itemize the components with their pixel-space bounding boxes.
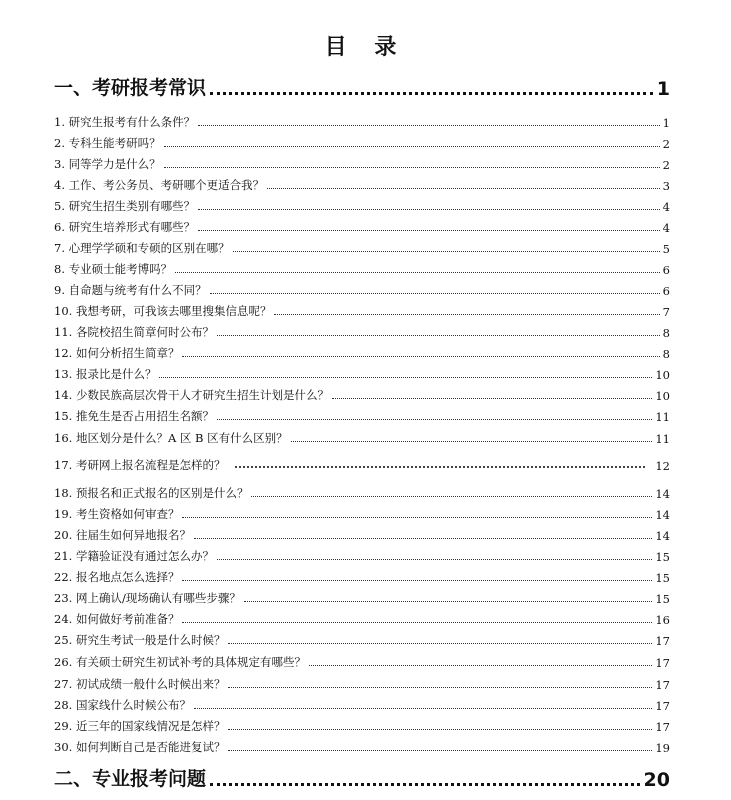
entry-page: 11 xyxy=(655,432,670,446)
toc-entry[interactable] xyxy=(54,674,670,692)
toc-entry[interactable] xyxy=(54,630,670,648)
entry-page: 4 xyxy=(662,200,670,214)
leader-dots xyxy=(164,167,660,168)
entry-label: 29. 近三年的国家线情况是怎样？ xyxy=(54,719,226,733)
entry-page: 14 xyxy=(655,529,670,543)
toc-entry[interactable] xyxy=(54,322,670,340)
entry-label: 16. 地区划分是什么？A 区 B 区有什么区别？ xyxy=(54,431,288,445)
leader-dots xyxy=(233,251,660,252)
leader-dots xyxy=(244,601,653,602)
entry-label: 7. 心理学学硕和专硕的区别在哪？ xyxy=(54,241,230,255)
toc-entry[interactable] xyxy=(54,483,670,501)
toc-entry[interactable] xyxy=(54,133,670,151)
leader-dots xyxy=(175,272,660,273)
entry-page: 1 xyxy=(662,116,670,130)
toc-entry[interactable] xyxy=(54,196,670,214)
toc-entry[interactable] xyxy=(54,259,670,277)
entry-label: 8. 专业硕士能考博吗？ xyxy=(54,262,173,276)
leader-dots xyxy=(332,398,652,399)
entry-label: 30. 如何判断自己是否能进复试？ xyxy=(54,740,226,754)
toc-entry[interactable] xyxy=(54,504,670,522)
section-label: 二、专业报考问题 xyxy=(54,768,207,790)
entry-label: 15. 推免生是否占用招生名额？ xyxy=(54,409,214,423)
leader-dots xyxy=(198,125,660,126)
entry-label: 1. 研究生报考有什么条件？ xyxy=(54,115,196,129)
toc-entry[interactable] xyxy=(54,567,670,585)
toc-section-2[interactable] xyxy=(54,763,670,791)
entry-label: 13. 报录比是什么？ xyxy=(54,367,157,381)
leader-dots xyxy=(274,314,659,315)
entry-label: 3. 同等学力是什么？ xyxy=(54,157,161,171)
leader-dots xyxy=(217,559,652,560)
toc-entry[interactable] xyxy=(54,385,670,403)
leader-dots xyxy=(217,335,660,336)
leader-dots xyxy=(182,517,652,518)
leader-dots xyxy=(228,687,652,688)
leader-dots xyxy=(217,419,652,420)
toc-entry[interactable] xyxy=(54,112,670,130)
entry-page: 7 xyxy=(662,305,670,319)
leader-dots xyxy=(210,92,653,95)
entry-label: 9. 自命题与统考有什么不同？ xyxy=(54,283,207,297)
entry-page: 11 xyxy=(655,410,670,424)
section-label: 一、考研报考常识 xyxy=(54,77,207,99)
toc-entry[interactable] xyxy=(54,301,670,319)
leader-dots xyxy=(198,230,660,231)
leader-dots xyxy=(194,538,652,539)
leader-dots xyxy=(235,466,645,468)
entry-page: 6 xyxy=(662,263,670,277)
entry-label: 19. 考生资格如何审查？ xyxy=(54,507,180,521)
entry-page: 12 xyxy=(655,459,670,473)
leader-dots xyxy=(251,496,652,497)
toc-entry[interactable] xyxy=(54,364,670,382)
entry-page: 15 xyxy=(655,571,670,585)
toc-entry[interactable] xyxy=(54,525,670,543)
entry-page: 15 xyxy=(655,592,670,606)
leader-dots xyxy=(210,783,640,786)
leader-dots xyxy=(194,708,652,709)
entry-label: 4. 工作、考公务员、考研哪个更适合我？ xyxy=(54,178,265,192)
entry-page: 14 xyxy=(655,508,670,522)
entry-page: 8 xyxy=(662,347,670,361)
entry-page: 2 xyxy=(662,158,670,172)
entry-page: 15 xyxy=(655,550,670,564)
toc-entry[interactable] xyxy=(54,154,670,172)
entry-label: 27. 初试成绩一般什么时候出来？ xyxy=(54,677,226,691)
entry-label: 25. 研究生考试一般是什么时候？ xyxy=(54,633,226,647)
toc-entry[interactable] xyxy=(54,588,670,606)
toc-entry[interactable] xyxy=(54,716,670,734)
entry-label: 10. 我想考研，可我该去哪里搜集信息呢？ xyxy=(54,304,272,318)
entry-page: 10 xyxy=(655,389,670,403)
leader-dots xyxy=(228,729,652,730)
entry-page: 5 xyxy=(662,242,670,256)
entry-page: 8 xyxy=(662,326,670,340)
leader-dots xyxy=(210,293,660,294)
toc-entry[interactable] xyxy=(54,406,670,424)
leader-dots xyxy=(182,356,659,357)
entry-page: 19 xyxy=(655,741,670,755)
entry-page: 16 xyxy=(655,613,670,627)
toc-entry[interactable] xyxy=(54,280,670,298)
entry-page: 17 xyxy=(655,720,670,734)
leader-dots xyxy=(182,622,652,623)
toc-entry[interactable] xyxy=(54,695,670,713)
toc-entry[interactable] xyxy=(54,609,670,627)
entry-label: 28. 国家线什么时候公布？ xyxy=(54,698,191,712)
toc-entry[interactable] xyxy=(54,175,670,193)
entry-page: 4 xyxy=(662,221,670,235)
entry-page: 14 xyxy=(655,487,670,501)
entry-label: 11. 各院校招生简章何时公布？ xyxy=(54,325,214,339)
entry-label: 12. 如何分析招生简章？ xyxy=(54,346,180,360)
leader-dots xyxy=(267,188,660,189)
entry-label: 22. 报名地点怎么选择？ xyxy=(54,570,180,584)
leader-dots xyxy=(228,643,652,644)
entry-label: 26. 有关硕士研究生初试补考的具体规定有哪些？ xyxy=(54,655,306,669)
leader-dots xyxy=(164,146,660,147)
section-page: 1 xyxy=(656,78,670,100)
entry-label: 18. 预报名和正式报名的区别是什么？ xyxy=(54,486,249,500)
entry-label: 23. 网上确认/现场确认有哪些步骤？ xyxy=(54,591,241,605)
toc-section-1[interactable] xyxy=(54,72,670,100)
entry-label: 2. 专科生能考研吗？ xyxy=(54,136,161,150)
toc-entry[interactable] xyxy=(54,652,670,670)
toc-entry[interactable] xyxy=(54,238,670,256)
entry-label: 20. 往届生如何异地报名？ xyxy=(54,528,191,542)
entry-page: 6 xyxy=(662,284,670,298)
section-page: 20 xyxy=(643,769,670,791)
entry-label: 5. 研究生招生类别有哪些？ xyxy=(54,199,196,213)
leader-dots xyxy=(198,209,660,210)
entry-page: 17 xyxy=(655,634,670,648)
toc-entry[interactable] xyxy=(54,343,670,361)
entry-page: 10 xyxy=(655,368,670,382)
page-title: 目 录 xyxy=(324,34,407,60)
entry-label: 17. 考研网上报名流程是怎样的？ xyxy=(54,458,226,472)
leader-dots xyxy=(182,580,652,581)
leader-dots xyxy=(159,377,652,378)
entry-page: 3 xyxy=(662,179,670,193)
toc-entry[interactable] xyxy=(54,428,670,446)
leader-dots xyxy=(309,665,652,666)
leader-dots xyxy=(291,441,653,442)
entry-label: 6. 研究生培养形式有哪些？ xyxy=(54,220,196,234)
entry-page: 2 xyxy=(662,137,670,151)
leader-dots xyxy=(228,750,652,751)
toc-entry[interactable] xyxy=(54,217,670,235)
entry-label: 21. 学籍验证没有通过怎么办？ xyxy=(54,549,214,563)
toc-entry[interactable] xyxy=(54,546,670,564)
entry-page: 17 xyxy=(655,656,670,670)
entry-page: 17 xyxy=(655,699,670,713)
entry-page: 17 xyxy=(655,678,670,692)
toc-entry[interactable] xyxy=(54,455,670,473)
entry-label: 14. 少数民族高层次骨干人才研究生招生计划是什么？ xyxy=(54,388,329,402)
entry-label: 24. 如何做好考前准备？ xyxy=(54,612,180,626)
toc-entry[interactable] xyxy=(54,737,670,755)
